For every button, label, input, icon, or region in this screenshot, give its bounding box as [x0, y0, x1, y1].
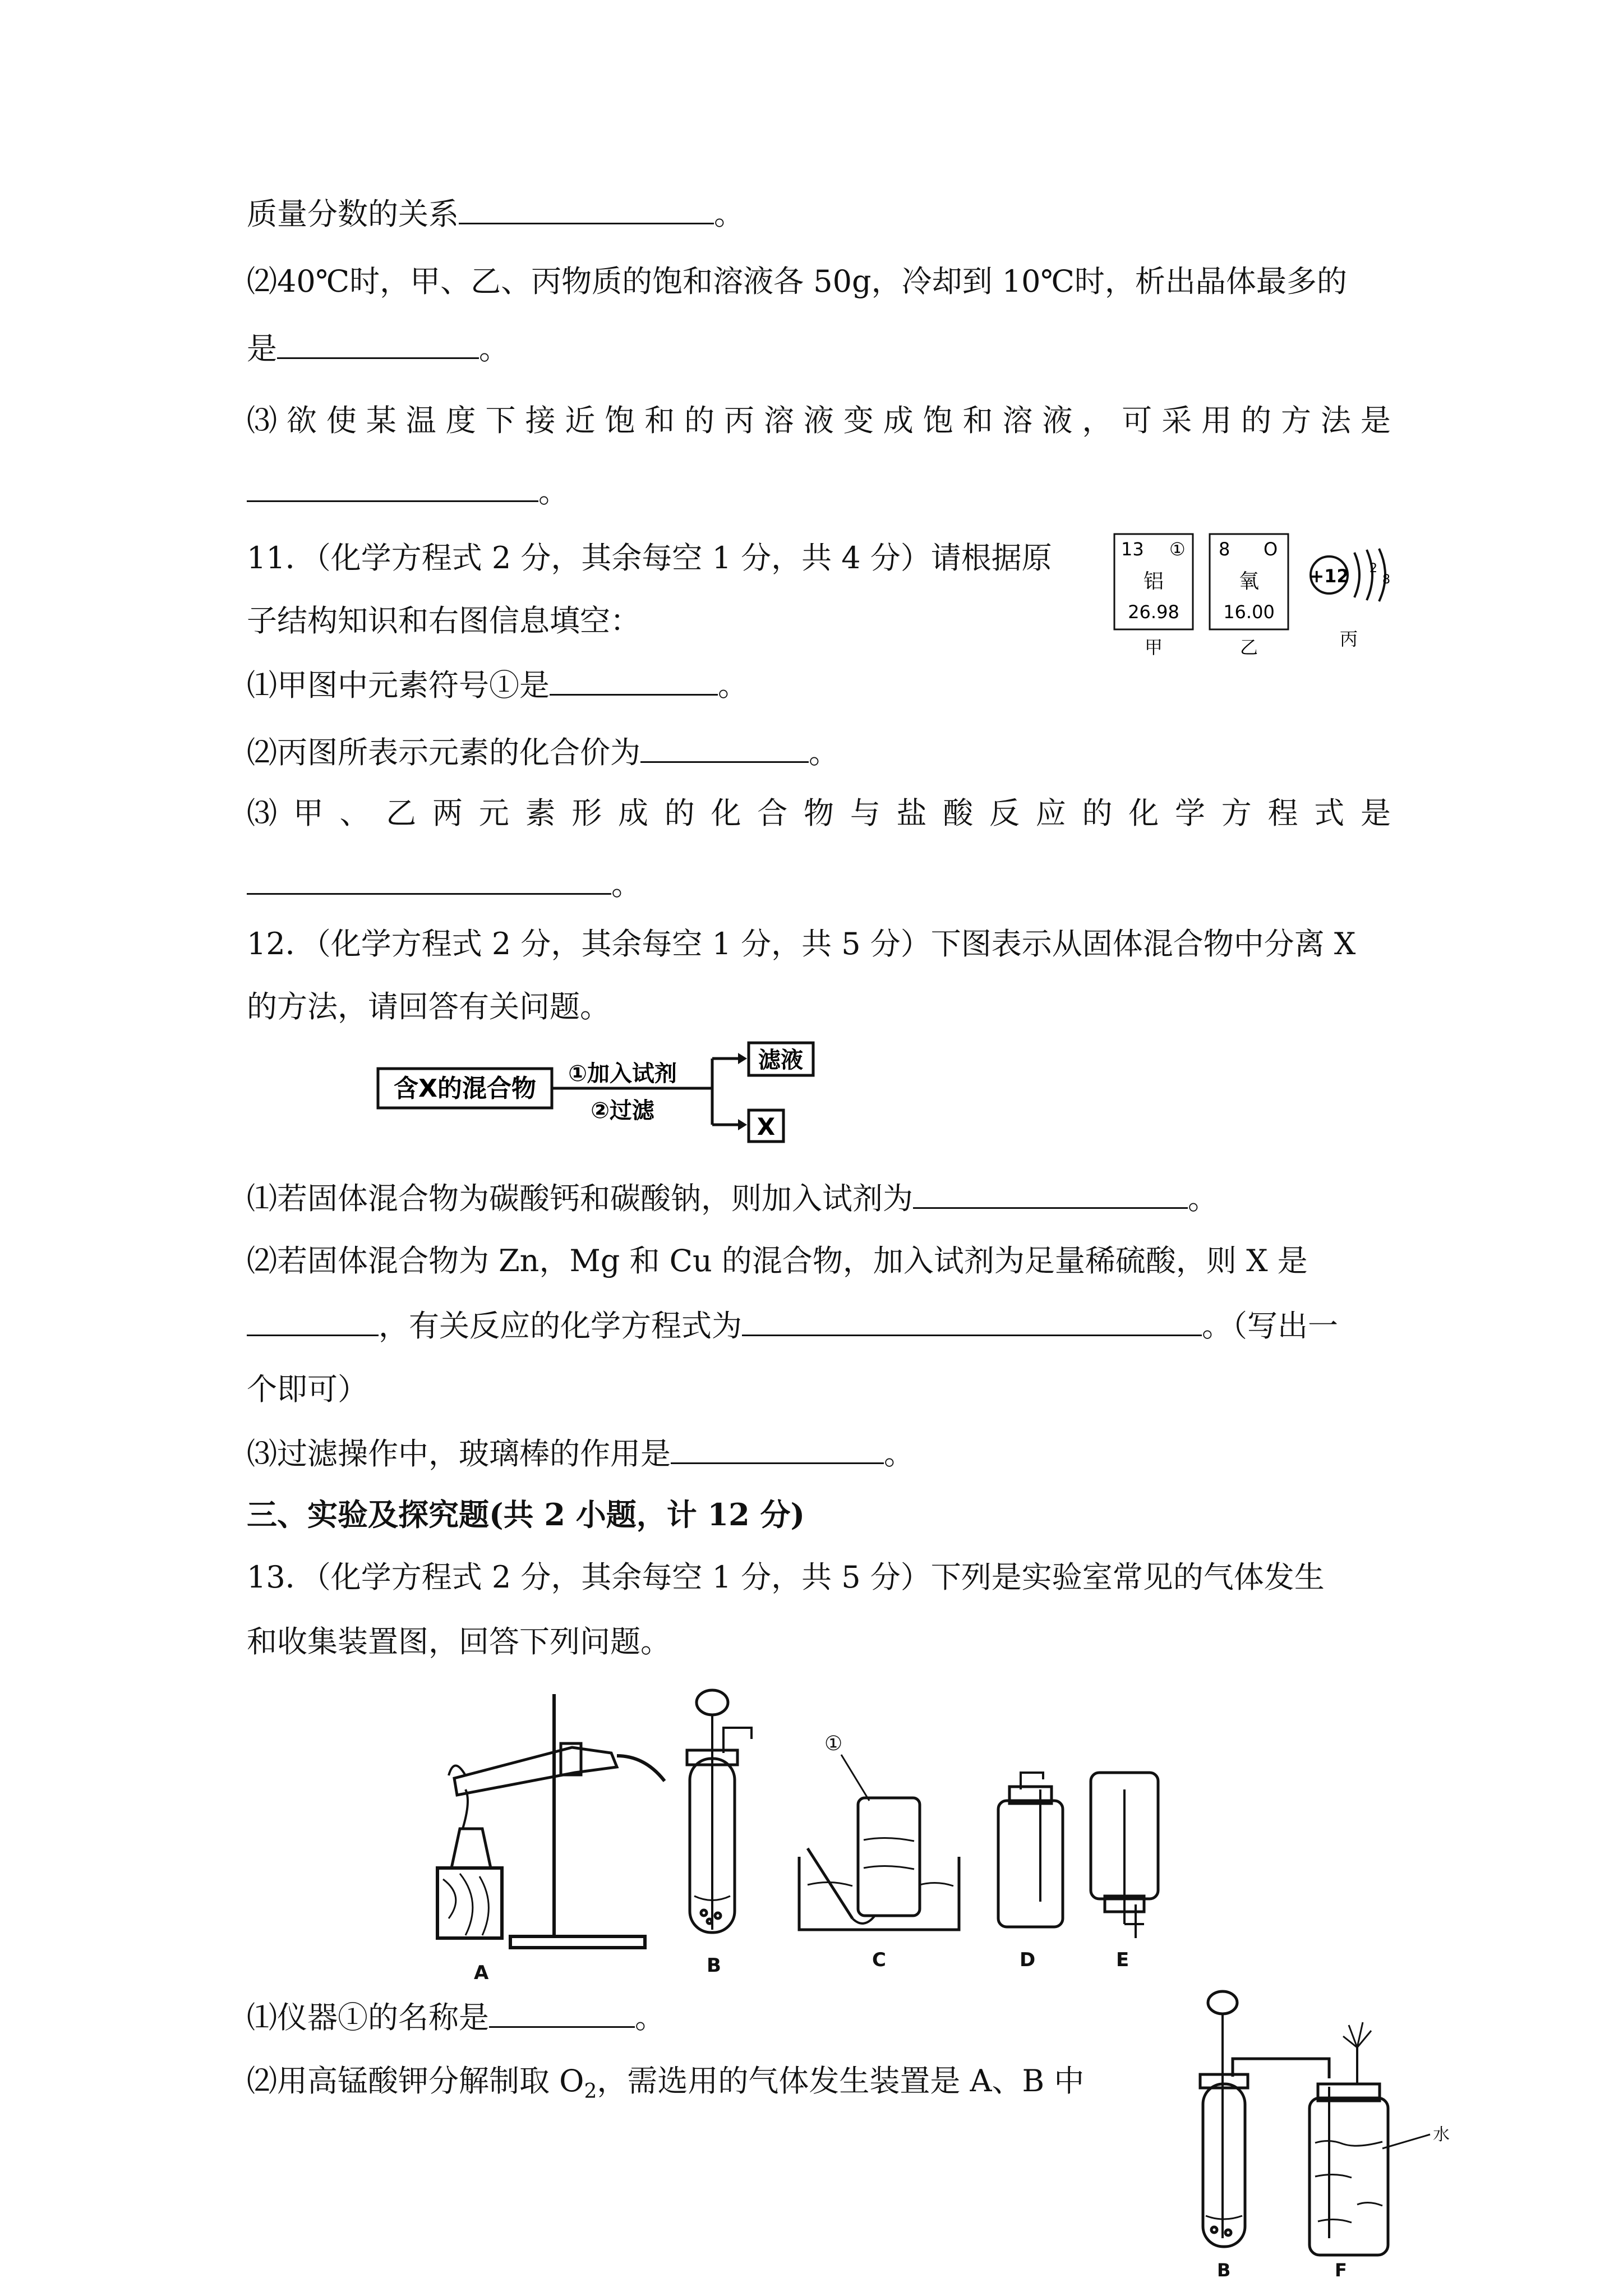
- al-mass: 26.98: [1128, 601, 1179, 623]
- q11-part3-char: 应: [1035, 795, 1066, 831]
- separation-flowchart: [376, 1041, 819, 1144]
- q11-part3-line2: [247, 864, 642, 904]
- element-card-oxygen: [1210, 534, 1288, 629]
- step2-label: ②过滤: [591, 1098, 654, 1124]
- q11-part3-char: 化: [1128, 795, 1159, 831]
- section3-heading: 三、实验及探究题(共 2 小题，计 12 分): [247, 1497, 805, 1533]
- q10-part3-char: 溶: [763, 403, 794, 438]
- q10-part3-char: 方: [1280, 403, 1311, 438]
- q11-part3-char: 式: [1314, 795, 1345, 831]
- q11-part3-char: 反: [989, 795, 1020, 831]
- q11-intro-2: 子结构知识和右图信息填空：: [247, 603, 640, 638]
- shell-count-2: 8: [1382, 573, 1390, 587]
- q13-intro: 13．（化学方程式 2 分，其余每空 1 分，共 5 分）下列是实验室常见的气体发生: [247, 1559, 1325, 1595]
- q11-part3-char: 元: [478, 795, 509, 831]
- q11-part3-char: 学: [1175, 795, 1205, 831]
- q12-intro: 12．（化学方程式 2 分，其余每空 1 分，共 5 分）下图表示从固体混合物中分离 X: [247, 926, 1356, 961]
- q11-part3-char: ⑶: [247, 795, 277, 831]
- q12-part2-line2: [247, 1305, 1338, 1346]
- element-info-figure: [1113, 533, 1405, 662]
- q12-answer-blank-2[interactable]: [247, 1305, 379, 1336]
- o-mass: 16.00: [1223, 601, 1275, 623]
- gas-apparatus-diagram: [426, 1683, 1200, 1986]
- shell-count-1: 2: [1370, 562, 1377, 576]
- q10-part3-char: 下: [485, 403, 516, 438]
- o-symbol: O: [1264, 539, 1278, 560]
- instrument-mark-1: ①: [824, 1732, 843, 1755]
- q10-part3-char: 饱: [923, 403, 953, 438]
- q11-answer-blank-2[interactable]: [640, 732, 809, 763]
- q11-part3-char: 酸: [943, 795, 974, 831]
- q10-part3-char: 采: [1161, 403, 1192, 438]
- q12-part3-text: ⑶过滤操作中，玻璃棒的作用是: [247, 1436, 671, 1471]
- q10-part3-char: 近: [565, 403, 596, 438]
- q11-answer-blank-3[interactable]: [247, 864, 611, 895]
- q11-part3-char: 盐: [896, 795, 927, 831]
- q10-line1-text: 质量分数的关系: [247, 196, 459, 232]
- q10-part3-char: 丙: [724, 403, 755, 438]
- q11-intro: 11．（化学方程式 2 分，其余每空 1 分，共 4 分）请根据原: [247, 540, 1052, 576]
- q11-part3-char: 素: [525, 795, 556, 831]
- q10-part3-char: 某: [366, 403, 396, 438]
- q11-part3-char: 、: [339, 795, 370, 831]
- q13-part2-subscript: 2: [584, 2079, 597, 2103]
- al-name: 铝: [1143, 570, 1164, 593]
- q12-answer-blank-1[interactable]: [913, 1178, 1188, 1209]
- q13-part2-text: ⑵用高锰酸钾分解制取 O: [247, 2063, 584, 2099]
- label-apparatus-a: A: [474, 1962, 489, 1984]
- q11-part3-char: 甲: [293, 795, 324, 831]
- q10-part3-char: 液: [803, 403, 834, 438]
- q10-answer-blank-1[interactable]: [459, 194, 714, 224]
- apparatus-f: [1310, 2022, 1450, 2255]
- q13-figure-bf: [1189, 1980, 1481, 2283]
- q13-part2: [247, 2062, 1084, 2111]
- q10-part3-char: 接: [525, 403, 556, 438]
- o-atomic-number: 8: [1219, 539, 1230, 560]
- q10-part3-char: 使: [326, 403, 357, 438]
- q12-part3: [247, 1433, 914, 1474]
- q10-part3-char: 和: [962, 403, 993, 438]
- q10-part2-line2: [247, 328, 509, 369]
- q10-part3-char: ，: [1082, 403, 1113, 438]
- q11-part3-char: 形: [571, 795, 602, 831]
- q11-part2-end: 。: [809, 735, 839, 770]
- arrow-to-x: [738, 1119, 747, 1130]
- q10-part3-char: 成: [883, 403, 914, 438]
- al-atomic-number: 13: [1121, 539, 1144, 560]
- q10-part3-char: 温: [405, 403, 436, 438]
- q10-part3-char: 可: [1122, 403, 1152, 438]
- q11-part3-char: 乙: [386, 795, 417, 831]
- q12-part2-mid: ，有关反应的化学方程式为: [379, 1308, 742, 1343]
- box-filtrate-label: 滤液: [758, 1047, 803, 1073]
- q12-part1: [247, 1178, 1218, 1218]
- q13-part1-text: ⑴仪器①的名称是: [247, 2000, 489, 2035]
- q12-answer-blank-3[interactable]: [742, 1305, 1202, 1336]
- q11-part3-end: 。: [611, 867, 642, 902]
- label-apparatus-f: F: [1335, 2260, 1347, 2281]
- q13-part2-text-end: ，需选用的气体发生装置是 A、B 中: [597, 2063, 1085, 2099]
- label-bing: 丙: [1339, 628, 1358, 650]
- q11-part3-char: 合: [757, 795, 788, 831]
- box-mixture-label: 含X的混合物: [394, 1074, 536, 1103]
- apparatus-e: [1091, 1773, 1158, 1938]
- q11-part1-end: 。: [718, 668, 748, 703]
- q10-answer-blank-2[interactable]: [277, 328, 479, 359]
- q10-part3-char: 法: [1320, 403, 1351, 438]
- q10-part3-char: 欲: [286, 403, 317, 438]
- q12-part2: ⑵若固体混合物为 Zn，Mg 和 Cu 的混合物，加入试剂为足量稀硫酸，则 X 是: [247, 1243, 1308, 1278]
- q13-apparatus-figure: [426, 1683, 1200, 1986]
- q13-part1-end: 。: [635, 2000, 665, 2035]
- q12-part3-end: 。: [884, 1436, 914, 1471]
- q11-part3-line: [247, 794, 1391, 833]
- q10-part3-char: 用: [1201, 403, 1232, 438]
- q10-part3-char: 度: [445, 403, 476, 438]
- q13-intro-2: 和收集装置图，回答下列问题。: [247, 1624, 671, 1659]
- element-card-aluminum: [1114, 534, 1193, 629]
- q12-part2-end: 。（写出一: [1202, 1308, 1338, 1343]
- q10-line1: [247, 194, 744, 234]
- apparatus-bf-diagram: [1189, 1980, 1481, 2283]
- q11-part3-char: 的: [1082, 795, 1113, 831]
- step1-label: ①加入试剂: [568, 1061, 677, 1087]
- q10-part3-char: ⑶: [247, 403, 277, 438]
- q11-part3-char: 与: [850, 795, 880, 831]
- q11-figure: [1113, 533, 1405, 662]
- o-name: 氧: [1238, 570, 1260, 593]
- q12-part1-end: 。: [1188, 1181, 1218, 1216]
- nucleus-charge: +12: [1309, 565, 1349, 587]
- q12-part2-line3: 个即可）: [247, 1372, 368, 1407]
- q10-part3-line2: [247, 471, 569, 512]
- q12-part1-text: ⑴若固体混合物为碳酸钙和碳酸钠，则加入试剂为: [247, 1181, 913, 1216]
- q10-part3-char: 液: [1042, 403, 1073, 438]
- q11-part3-char: 程: [1267, 795, 1298, 831]
- q11-part3-char: 化: [711, 795, 741, 831]
- q11-part3-char: 两: [432, 795, 463, 831]
- apparatus-a: [437, 1694, 665, 1948]
- q11-part2: [247, 732, 839, 772]
- label-jia: 甲: [1144, 637, 1163, 658]
- box-x-label: X: [757, 1113, 776, 1140]
- q12-intro-2: 的方法，请回答有关问题。: [247, 989, 610, 1024]
- q10-part3-char: 的: [1241, 403, 1272, 438]
- q11-part3-char: 物: [804, 795, 834, 831]
- q10-part2-prefix: 是: [247, 331, 277, 366]
- q10-part2-line: ⑵40℃时，甲、乙、丙物质的饱和溶液各 50g，冷却到 10℃时，析出晶体最多的: [247, 264, 1347, 299]
- q10-part3-end: 。: [538, 474, 569, 509]
- q11-part3-char: 成: [618, 795, 648, 831]
- q11-part1: [247, 665, 748, 705]
- q13-answer-blank-1[interactable]: [489, 1997, 635, 2028]
- q10-part3-char: 饱: [605, 403, 635, 438]
- q11-part3-char: 方: [1221, 795, 1252, 831]
- label-apparatus-b-small: B: [1217, 2260, 1231, 2281]
- q10-line1-end: 。: [714, 196, 744, 232]
- q10-part3-line: [247, 401, 1391, 440]
- label-apparatus-e: E: [1116, 1949, 1129, 1971]
- label-water: 水: [1433, 2125, 1450, 2145]
- q10-part3-char: 是: [1360, 403, 1391, 438]
- label-apparatus-b: B: [707, 1954, 721, 1977]
- q10-part3-char: 的: [684, 403, 715, 438]
- q11-part3-char: 的: [664, 795, 695, 831]
- q10-part3-char: 溶: [1002, 403, 1033, 438]
- q11-answer-blank-1[interactable]: [550, 665, 718, 696]
- apparatus-d: [998, 1773, 1063, 1927]
- apparatus-b: [687, 1690, 751, 1932]
- q11-part2-text: ⑵丙图所表示元素的化合价为: [247, 735, 640, 770]
- label-yi: 乙: [1239, 637, 1258, 658]
- apparatus-c: [799, 1732, 959, 1930]
- arrow-to-filtrate: [738, 1053, 747, 1064]
- q11-part1-text: ⑴甲图中元素符号①是: [247, 668, 550, 703]
- q12-flow-diagram: [376, 1041, 819, 1144]
- q10-part2-end: 。: [479, 331, 509, 366]
- atom-structure-diagram: [1309, 549, 1390, 601]
- label-apparatus-c: C: [872, 1949, 886, 1971]
- al-symbol-mark: ①: [1169, 539, 1186, 560]
- q12-answer-blank-4[interactable]: [671, 1433, 884, 1464]
- q10-part3-char: 和: [644, 403, 675, 438]
- label-apparatus-d: D: [1020, 1949, 1036, 1971]
- q10-part3-char: 变: [843, 403, 874, 438]
- q11-part3-char: 是: [1361, 795, 1391, 831]
- q10-answer-blank-3[interactable]: [247, 471, 538, 502]
- q13-part1: [247, 1997, 665, 2037]
